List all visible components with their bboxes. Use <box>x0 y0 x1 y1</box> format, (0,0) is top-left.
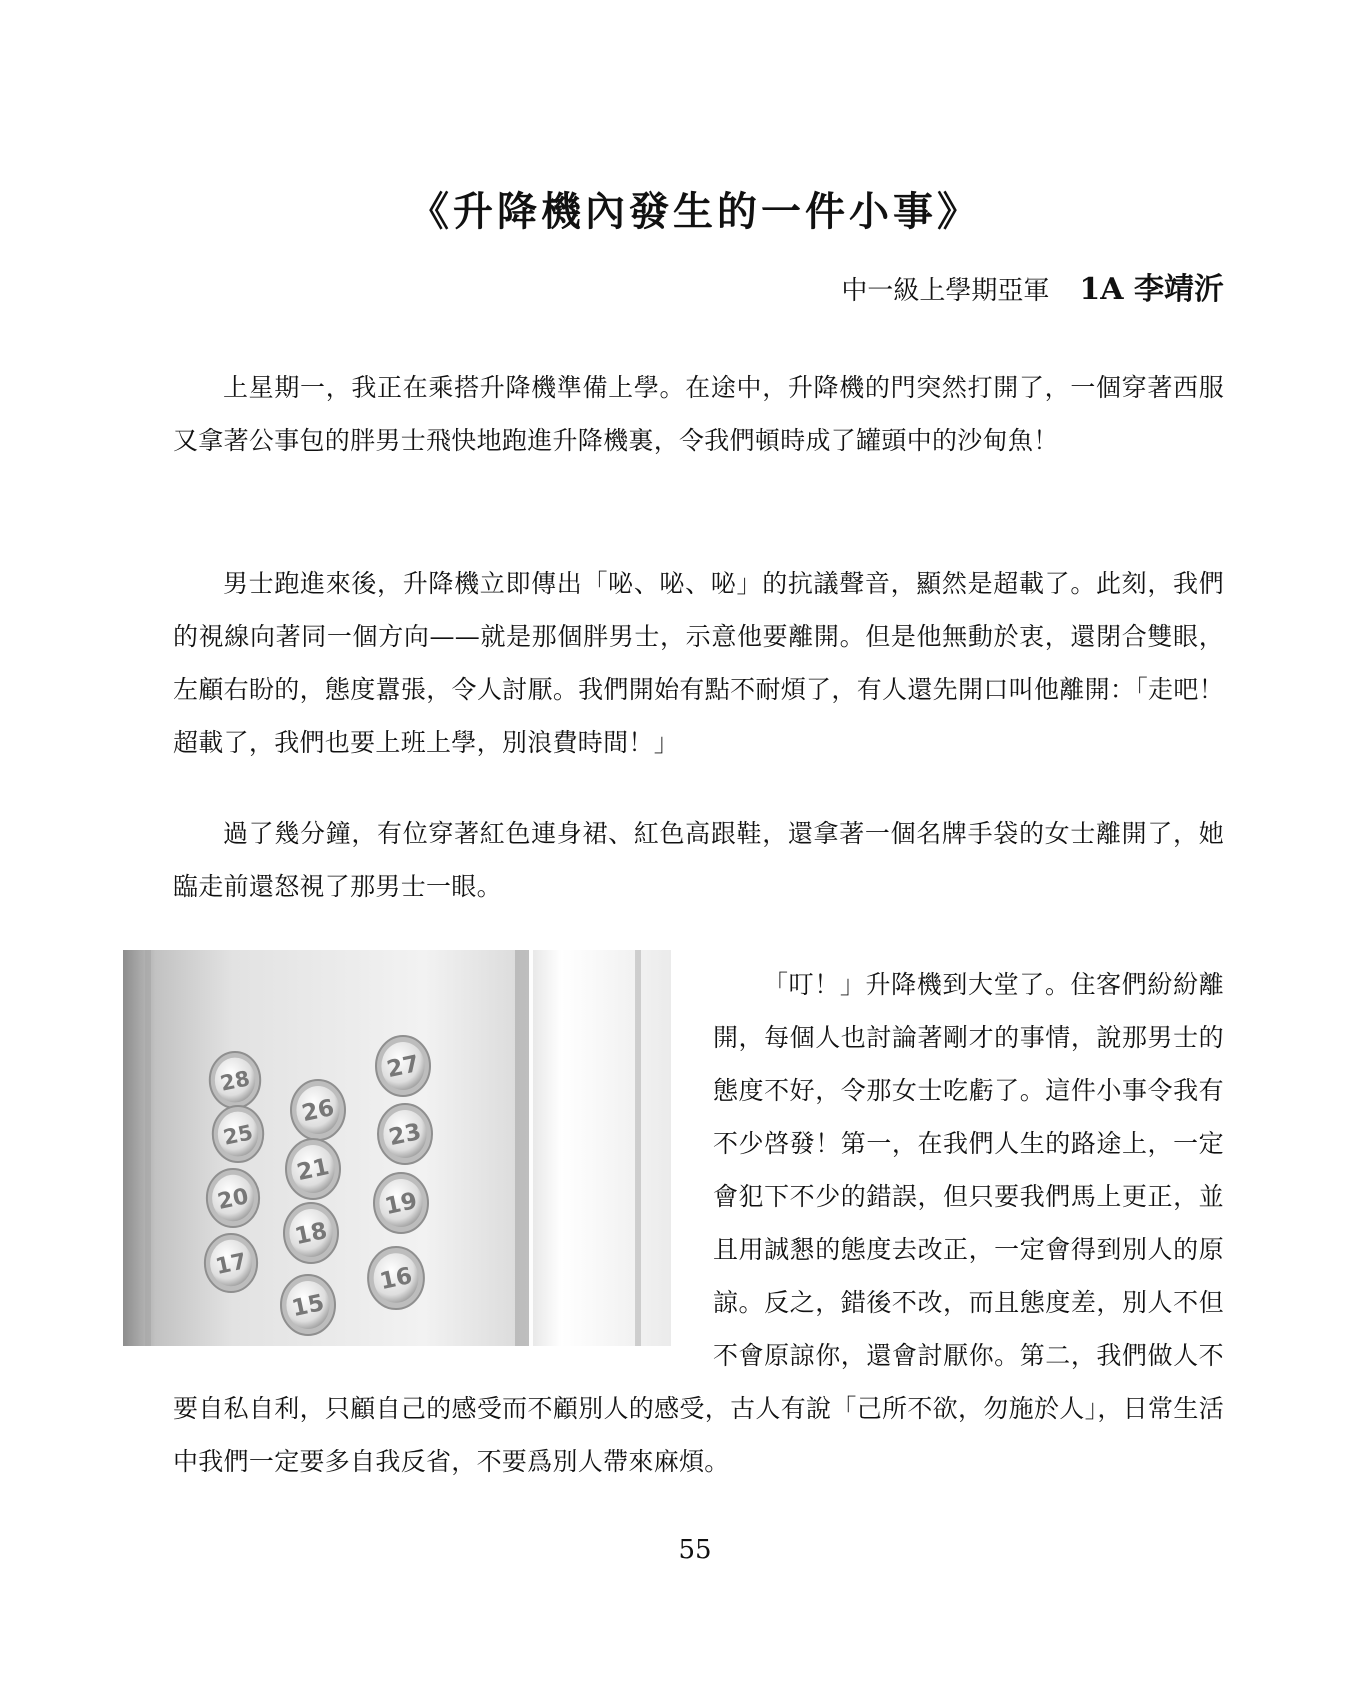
photo-frame <box>123 950 697 1346</box>
elevator-button-21 <box>286 1139 340 1199</box>
elevator-button-15 <box>281 1275 335 1335</box>
button-label: 17 <box>213 1248 250 1280</box>
button-label: 21 <box>294 1153 332 1187</box>
button-label: 25 <box>221 1120 256 1150</box>
elevator-button-19 <box>374 1173 428 1233</box>
elevator-button-16 <box>368 1247 424 1309</box>
elevator-button-25 <box>213 1106 263 1162</box>
byline <box>841 264 1224 308</box>
elevator-button-27 <box>376 1036 430 1096</box>
elevator-button-18 <box>284 1203 338 1263</box>
paragraph-2: 男士跑進來後，升降機立即傳出「咇、咇、咇」的抗議聲音，顯然是超載了。此刻，我們的視線向著同一個方向——就是那個胖男士，示意他要離開。但是他無動於衷，還閉合雙眼，左顧右盼的，態度囂張，令人討厭。我們開始有點不耐煩了，有人還先開口叫他離開：「走吧！超載了，我們也要上班上學，別浪費時間！」 <box>173 569 1224 757</box>
essay-title: 《升降機內發生的一件小事》 <box>409 188 981 235</box>
award-label: 中一級上學期亞軍 <box>841 276 1050 306</box>
button-label: 16 <box>377 1262 415 1296</box>
button-label: 27 <box>384 1050 422 1084</box>
elevator-button-28 <box>210 1052 260 1108</box>
button-label: 18 <box>292 1217 330 1251</box>
elevator-button-20 <box>207 1169 259 1227</box>
button-label: 15 <box>289 1289 327 1323</box>
author-name: 1A 李靖沂 <box>1079 272 1224 307</box>
paragraph-4-block <box>173 958 1224 1488</box>
button-label: 23 <box>386 1118 424 1152</box>
button-label: 19 <box>382 1187 420 1221</box>
button-label: 20 <box>215 1183 252 1215</box>
elevator-button-26 <box>291 1080 345 1140</box>
paragraph-1: 上星期一，我正在乘搭升降機準備上學。在途中，升降機的門突然打開了，一個穿著西服又拿著公事包的胖男士飛快地跑進升降機裏，令我們頓時成了罐頭中的沙甸魚！ <box>173 373 1224 455</box>
button-label: 28 <box>218 1066 253 1096</box>
elevator-buttons-photo <box>123 950 671 1346</box>
elevator-button-17 <box>205 1234 257 1292</box>
page-number: 55 <box>678 1535 712 1565</box>
elevator-button-23 <box>378 1104 432 1164</box>
paragraph-3: 過了幾分鐘，有位穿著紅色連身裙、紅色高跟鞋，還拿著一個名牌手袋的女士離開了，她臨走前還怒視了那男士一眼。 <box>173 819 1224 901</box>
paragraph-4-text: 「叮！」升降機到大堂了。住客們紛紛離開，每個人也討論著剛才的事情，說那男士的態度不好，令那女士吃虧了。這件小事令我有不少啓發！第一，在我們人生的路途上，一定會犯下不少的錯誤，但只要我們馬上更正，並且用誠懇的態度去改正，一定會得到別人的原諒。反之，錯後不改，而且態度差，別人不但不會原諒你，還會討厭你。第二，我們做人不要自私自利，只顧自己的感受而不顧別人的感受，古人有說「己所不欲，勿施於人」，日常生活中我們一定要多自我反省，不要爲別人帶來麻煩。 <box>173 970 1224 1476</box>
button-label: 26 <box>299 1094 337 1128</box>
